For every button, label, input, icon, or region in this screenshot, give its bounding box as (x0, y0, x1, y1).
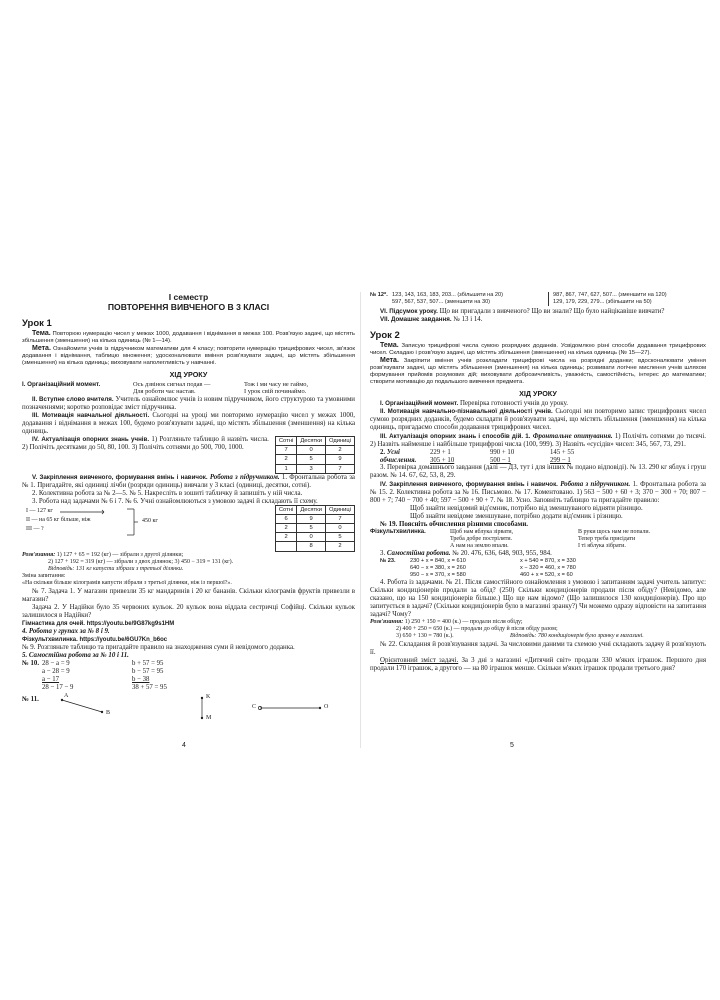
poem-right: Тож і ми часу не гаймо, І урок свій починаймо. (244, 381, 309, 396)
org-moment: I. Організаційний момент. Перевірка готовності учнів до уроку. (380, 400, 568, 408)
task-scheme (22, 507, 275, 538)
homework: VII. Домашнє завдання. № 13 і 14. (380, 316, 483, 324)
table-row: 2 5 0 (275, 524, 354, 533)
task-10-col-1: 28 − a = 9 a − 28 = 9 a − 17 28 − 17 − 9 (42, 660, 74, 691)
table-row: 1 3 7 (275, 464, 354, 473)
task-21: 4. Робота із задачами. № 21. Після самостійного ознайомлення з умовою і запитанням задачі учитель запитує: Скільки кондиціонерів продали за обід? (250) Скільки кондиціонерів продали після обіду? (Невідомо, але сказано, що на 150 кондиціонерів більше.) Що ще нам відомо? (Що залишилося 130 кондиціонерів). Про що запитується в задачі? (Скільки кондиціонерів було в магазині зранку?) Чи можемо одразу відповісти на запитання задачі? Чому? (370, 578, 706, 618)
solution-1: Розв'язання: 1) 127 + 65 = 192 (кг) — зібрали з другої ділянки; (22, 551, 184, 558)
lesson-goal: Мета. Закріпити вміння учнів розкладати трицифрові числа на розрядні доданки; вдосконалювати уміння розв'язувати задачі, що містять збільшення (зменшення) на кілька одиниць; розвивати логічне мислення учнів шляхом формування прийомів розумових дій; виховувати доброзичливість, уважність, самостійність, інтерес до математики; створити мотивацію до подальшого вивчення предмета. (370, 357, 706, 386)
eye-gym: Гімнастика для очей. https://youtu.be/9G87kg9s1HM (22, 620, 175, 627)
table-row: 6 9 7 (275, 515, 354, 524)
actualization-paragraph: ІІІ. Актуалізація опорних знань і способів дій. 1. Фронтальне опитування. 1) Полічіть сотнями до тисячі. 2) Назвіть найменше і найбільше трицифрові числа (100, 999). 3) Назвіть «сусідів» чисел: 345, 567, 73, 291. (370, 432, 706, 448)
fizk-right: В руки щось нам не попали. Тепер треба присідати І ті яблука зібрати. (578, 529, 651, 550)
page-fold (360, 292, 361, 748)
task-23: № 23. 230 + x = 840, x = 610 640 − x = 380, x = 260 950 − x = 370, x = 580 x + 540 = 870, x = 330 x − 320 = 460, x = 780 460 + x = 520, x = 60 (380, 558, 576, 578)
self-work: 3. Самостійна робота. № 20. 476, 636, 648, 903, 955, 984. (380, 550, 552, 558)
table-header: Сотні (275, 437, 296, 446)
lesson-theme: Тема. Повторюю нумерацію чисел у межах 1000, додавання і віднімання в межах 100. Розв'язую задачі, що містять збільшення (зменшення) на кілька одиниць (№ 1—14). (22, 330, 355, 344)
course-header: ХІД УРОКУ (519, 389, 557, 399)
left-page (22, 292, 355, 748)
place-value-table-1 (275, 436, 355, 473)
consolidation-paragraph: V. Закріплення вивченого, формування вмінь і навичок. Робота з підручником. 1. Фронтальна робота за № 1. Пригадайте, які одиниці лічби (розряди одиниць) вивчали у 3 класі (одиниці, десятки, сотні). (22, 473, 355, 489)
item-4: 4. Робота у групах за № 8 і 9. (22, 627, 110, 635)
homework-check: 3. Перевірка домашнього завдання (далі — ДЗ, тут і для інших № подано відповіді). № 13. 290 кг яблук і груш разом. № 14. 67, 62, 53, 8, 29. (370, 464, 706, 480)
change-question-label: Зміна запитання: (22, 573, 66, 580)
task-7-2: Задача 2. У Надійки було 35 червоних кульок. 20 кульок вона віддала сестричці Софійці. Скільки кульок залишилося в Надійки? (22, 603, 355, 619)
task-10-col-2: b + 57 = 95 b − 57 = 95 b − 38 38 + 57 = 95 (132, 660, 167, 691)
solution-answer: Відповідь: 131 кг капусти зібрали з третьої ділянки. (48, 565, 184, 572)
table-row: 2 5 9 (275, 455, 354, 464)
task-12: № 12*. 123, 143, 163, 183, 203... (збільшити на 20) 597, 567, 537, 507... (зменшити на 30) 987, 867, 747, 627, 507... (зменшити на 120) 129, 179, 229, 279... (збільшити на 50) (370, 292, 706, 306)
page-number: 4 (182, 741, 186, 749)
table-header: Одиниці (325, 506, 354, 515)
table-header: Десятки (297, 437, 326, 446)
rule-2: Щоб знайти невідоме зменшуване, потрібно додати від'ємник і різницю. (410, 512, 623, 520)
task-content: Орієнтовний зміст задачі. За 3 дні з магазині «Дитячий світ» продали 330 м'яких іграшок. Першого дня продали 170 іграшок, а другого — на 80 іграшок менше. Скільки м'яких іграшок продали третього дня? (370, 656, 706, 672)
task-12-left: 123, 143, 163, 183, 203... (збільшити на 20) 597, 567, 537, 507... (зменшити на 30) (392, 292, 549, 306)
fizk-left: Щоб нам яблука зірвати, Треба добре постріляти. А нам на землю впали. (450, 529, 514, 550)
change-question-text: «На скільки більше кілограмів капусти зібрали з третьої ділянки, ніж із першої?». (22, 580, 232, 587)
fizk-label: Фізкультхвилинка. (370, 529, 426, 536)
actualization-block (22, 436, 355, 473)
solution-2: 2) 400 + 250 = 650 (к.) — продали до обіду й після обіду разом; (396, 626, 558, 633)
scheme-line-1: І — 127 кг (26, 508, 53, 515)
item-2: 2. Колективна робота за № 2—5. № 5. Накресліть в зошиті табличку й запишіть у ній числа. (32, 489, 303, 497)
lesson-goal: Мета. Ознайомити учнів із підручником математики для 4 класу; повторити нумерацію трицифрових чисел, зв'язок додавання і віднімання, таблицю множення; удосконалювати вміння розв'язувати задачі, що містять збільшення (зменшення) на кілька одиниць; виховувати наполегливість у навчанні. (22, 345, 355, 366)
semester-title: I семестр (168, 292, 209, 302)
consolidation-paragraph: IV. Закріплення вивченого, формування вмінь і навичок. Робота з підручником. 1. Фронтальна робота за № 15. 2. Колективна робота за № 16. Письмово. № 17. Коментовано. 1) 563 − 500 + 60 + 3; 370 − 300 + 70; 807 − 800 + 7; 740 − 700 + 40; 597 − 500 + 90 + 7. № 18. Усно. Заповніть таблицю та пригадайте правило: (370, 480, 706, 504)
motivation-paragraph: ІІІ. Мотивація навчальної діяльності. Сьогодні на уроці ми повторимо нумерацію чисел у межах 1000, додавання і віднімання в межах 100, будемо розв'язувати задачі, що містять збільшення (зменшення) на кілька одиниць. (22, 412, 355, 436)
scheme-block (22, 507, 355, 551)
scheme-line-2: ІІ — на 65 кг більше, ніж (26, 517, 91, 524)
org-label: І. Організаційний момент. (22, 381, 101, 388)
actualization-paragraph: IV. Актуалізація опорних знань учнів. 1) Розгляньте таблицю й назвіть числа. 2) Полічіть десятками до 50, 80, 100. 3) Полічіть сотнями до 500, 700, 1000. (22, 436, 269, 452)
item-5: 5. Самостійна робота за № 10 і 11. (22, 652, 129, 660)
table-row: 8 2 (275, 542, 354, 551)
task-19: № 19. Поясніть обчислення різними способами. (380, 521, 529, 528)
rule-1: Щоб знайти невідомий від'ємник, потрібно від зменшуваного відняти різницю. (410, 504, 643, 512)
solution-2: 2) 127 + 192 = 319 (кг) — зібрали з двох ділянок; 3) 450 − 319 = 131 (кг). (48, 558, 234, 565)
task-10: № 10. 28 − a = 9 a − 28 = 9 a − 17 28 − 17 − 9 b + 57 = 95 b − 57 = 95 b − 38 38 + 57 = 95 (22, 660, 355, 691)
fizk-link: Фізкультхвилинка. https://youtu.be/6GU7Kn_b6oc (22, 637, 168, 644)
table-header: Одиниці (325, 437, 354, 446)
task-9: № 9. Розгляньте таблицю та пригадайте правило на знаходження суми й невідомого доданка. (22, 644, 295, 652)
table-header: Сотні (275, 506, 296, 515)
solution-1: Розв'язання: 1) 250 + 150 = 400 (к.) — продали після обіду; (370, 619, 523, 626)
motivation-paragraph: ІІ. Мотивація навчально-пізнавальної діяльності учнів. Сьогодні ми повторимо запис трицифрових чисел сумою розрядних доданків, будемо складати й розв'язувати задачі, що містять збільшення (зменшення) на кілька одиниць, пригадаємо способи додавання трицифрових чисел. (370, 408, 707, 432)
poem-left: Ось дзвінок сигнал подав — Для роботи час настав. (133, 381, 211, 396)
intro-paragraph: ІІ. Вступне слово вчителя. Учитель ознайомлює учнів із новим підручником, його структурою та умовними позначеннями; коротко розповідає зміст підручника. (22, 395, 355, 411)
table-row: 2 0 5 (275, 533, 354, 542)
org-moment (22, 381, 355, 396)
table-header: Десятки (297, 506, 326, 515)
scheme-total: 450 кг (142, 518, 158, 525)
task-22: № 22. Складання й розв'язування задачі. За числовими даними та схемою учні складають задачу й розв'язують її. (370, 640, 706, 656)
oral-calculations: 2. Усні обчислення. 229 + 1 305 + 10 990 + 10 500 − 1 145 + 55 299 − 1 (380, 448, 575, 464)
lesson-title: Урок 2 (370, 330, 400, 342)
lesson-theme: Тема. Записую трицифрові числа сумою розрядних доданків. Усвідомлюю різні способи додавання трицифрових чисел. Складаю і розв'язую задачі, що містять збільшення (зменшення) на кілька одиниць (№ 15—27). (370, 342, 707, 357)
summary: VI. Підсумок уроку. Що ви пригадали з вивченого? Що ви знали? Що було найцікавіше вивчати? (380, 308, 665, 315)
item-3: 3. Робота над задачами № 6 і 7. № 6. Учні ознайомлюються з умовою задачі й складають її схему. (32, 497, 318, 505)
lesson-title: Урок 1 (22, 318, 52, 329)
fizk-poem (370, 529, 706, 550)
page-number: 5 (510, 741, 514, 749)
geometry-figures (22, 694, 355, 724)
chapter-title: ПОВТОРЕННЯ ВИВЧЕНОГО В 3 КЛАСІ (107, 302, 270, 312)
task-11: № 11. A B K M C O (22, 694, 355, 724)
right-page (370, 292, 706, 748)
table-row: 7 0 2 (275, 446, 354, 455)
place-value-table-2 (275, 505, 355, 551)
solution-3-row: 3) 650 + 130 = 780 (к.). Відповідь: 780 кондиціонерів було зранку в магазині. (396, 633, 644, 640)
task-7: № 7. Задача 1. У магазин привезли 35 кг мандаринів і 20 кг бананів. Скільки кілограмів фруктів привезли в магазин? (22, 587, 355, 603)
task-12-right: 987, 867, 747, 627, 507... (зменшити на 120) 129, 179, 229, 279... (збільшити на 50) (553, 292, 667, 305)
scheme-line-3: ІІІ — ? (26, 526, 44, 533)
course-header: ХІД УРОКУ (169, 370, 208, 379)
